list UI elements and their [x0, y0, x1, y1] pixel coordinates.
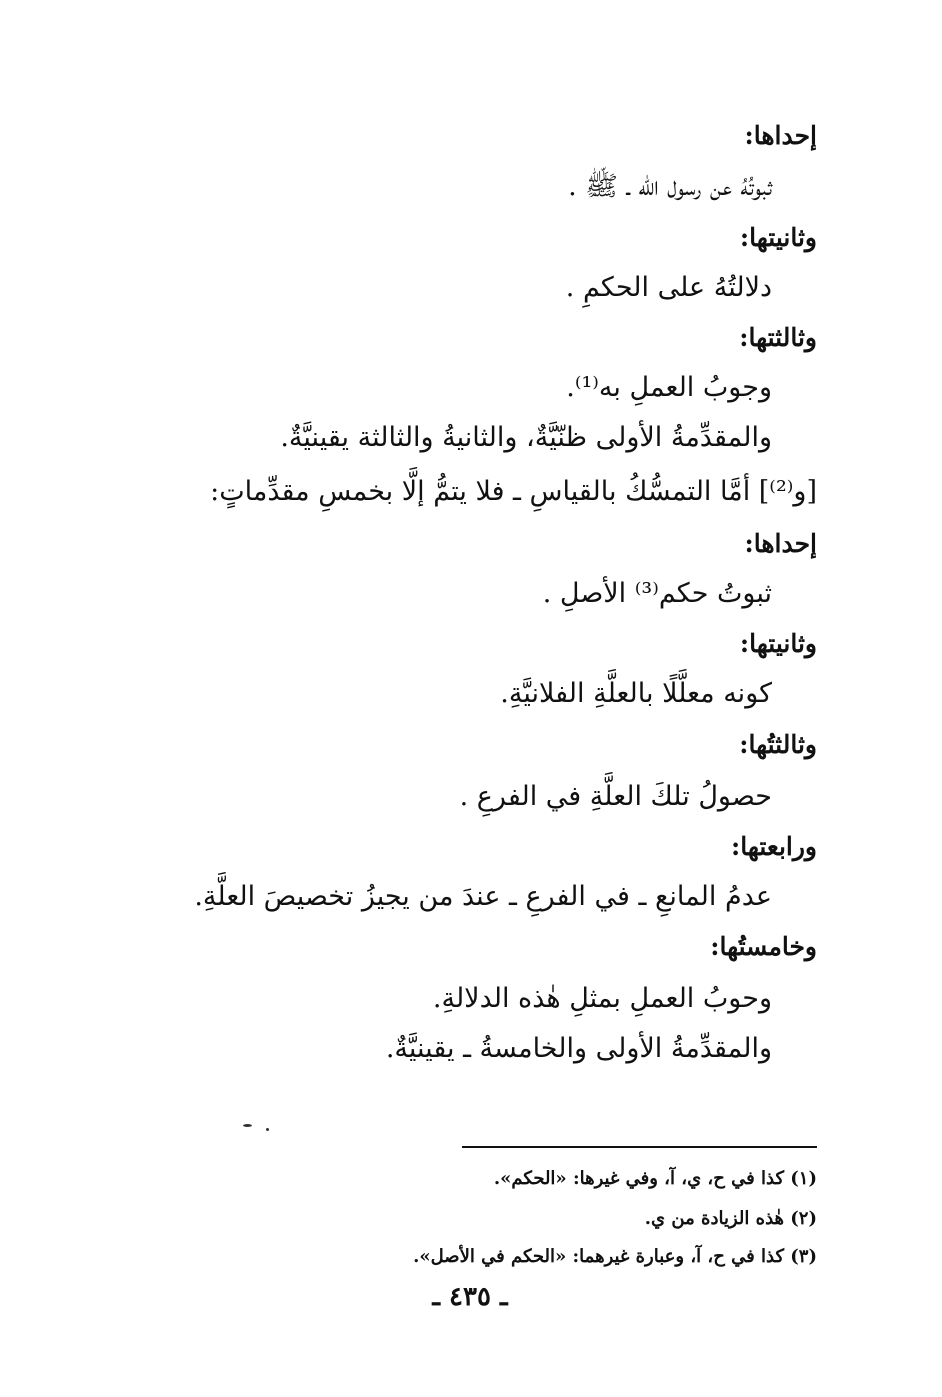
footnote-2: (٢) هٰذه الزيادة من ي.: [644, 1208, 817, 1229]
ink-speck: [266, 1128, 269, 1131]
text-line: حصولُ تلكَ العلَّةِ في الفرعِ .: [459, 781, 772, 812]
text-line: وجوبُ العملِ به⁽¹⁾.: [566, 372, 772, 403]
text-line: ثبوتُهُ عن رسول الله ـ ﷺ .: [568, 171, 772, 202]
heading-fourth: ورابعتها:: [730, 832, 817, 861]
heading-first: إحداها:: [744, 529, 817, 558]
page-number: ـ ٤٣٥ ـ: [432, 1282, 508, 1312]
heading-third: وثالثتُها:: [739, 730, 817, 759]
heading-second: وثانيتها:: [739, 629, 817, 658]
heading-first: إحداها:: [744, 121, 817, 150]
footnote-separator: [462, 1146, 817, 1148]
text-line: [و⁽²⁾] أمَّا التمسُّكُ بالقياسِ ـ فلا يتمُّ إلَّا بخمسِ مقدِّماتٍ:: [210, 476, 817, 507]
text-line: وحوبُ العملِ بمثلِ هٰذه الدلالةِ.: [432, 983, 772, 1014]
text-line: عدمُ المانعِ ـ في الفرعِ ـ عندَ من يجيزُ تخصيصَ العلَّةِ.: [194, 881, 772, 912]
footnote-3: (٣) كذا في ح، آ، وعبارة غيرهما: «الحكم في الأصل».: [413, 1246, 817, 1267]
text-line: والمقدِّمةُ الأولى والخامسةُ ـ يقينيَّةٌ.: [385, 1033, 772, 1064]
text-line: والمقدِّمةُ الأولى ظنّيَّةٌ، والثانيةُ والثالثة يقينيَّةٌ.: [280, 422, 772, 453]
text-line: دلالتُهُ على الحكمِ .: [565, 272, 772, 303]
ink-speck: [243, 1124, 252, 1127]
heading-second: وثانيتها:: [739, 223, 817, 252]
heading-fifth: وخامستُها:: [710, 932, 817, 961]
heading-third: وثالثتها:: [739, 323, 817, 352]
footnote-1: (١) كذا في ح، ي، آ، وفي غيرها: «الحكم».: [493, 1168, 817, 1189]
text-line: كونه معلَّلًا بالعلَّةِ الفلانيَّةِ.: [500, 678, 772, 709]
text-line: ثبوتُ حكم⁽³⁾ الأصلِ .: [542, 578, 772, 609]
